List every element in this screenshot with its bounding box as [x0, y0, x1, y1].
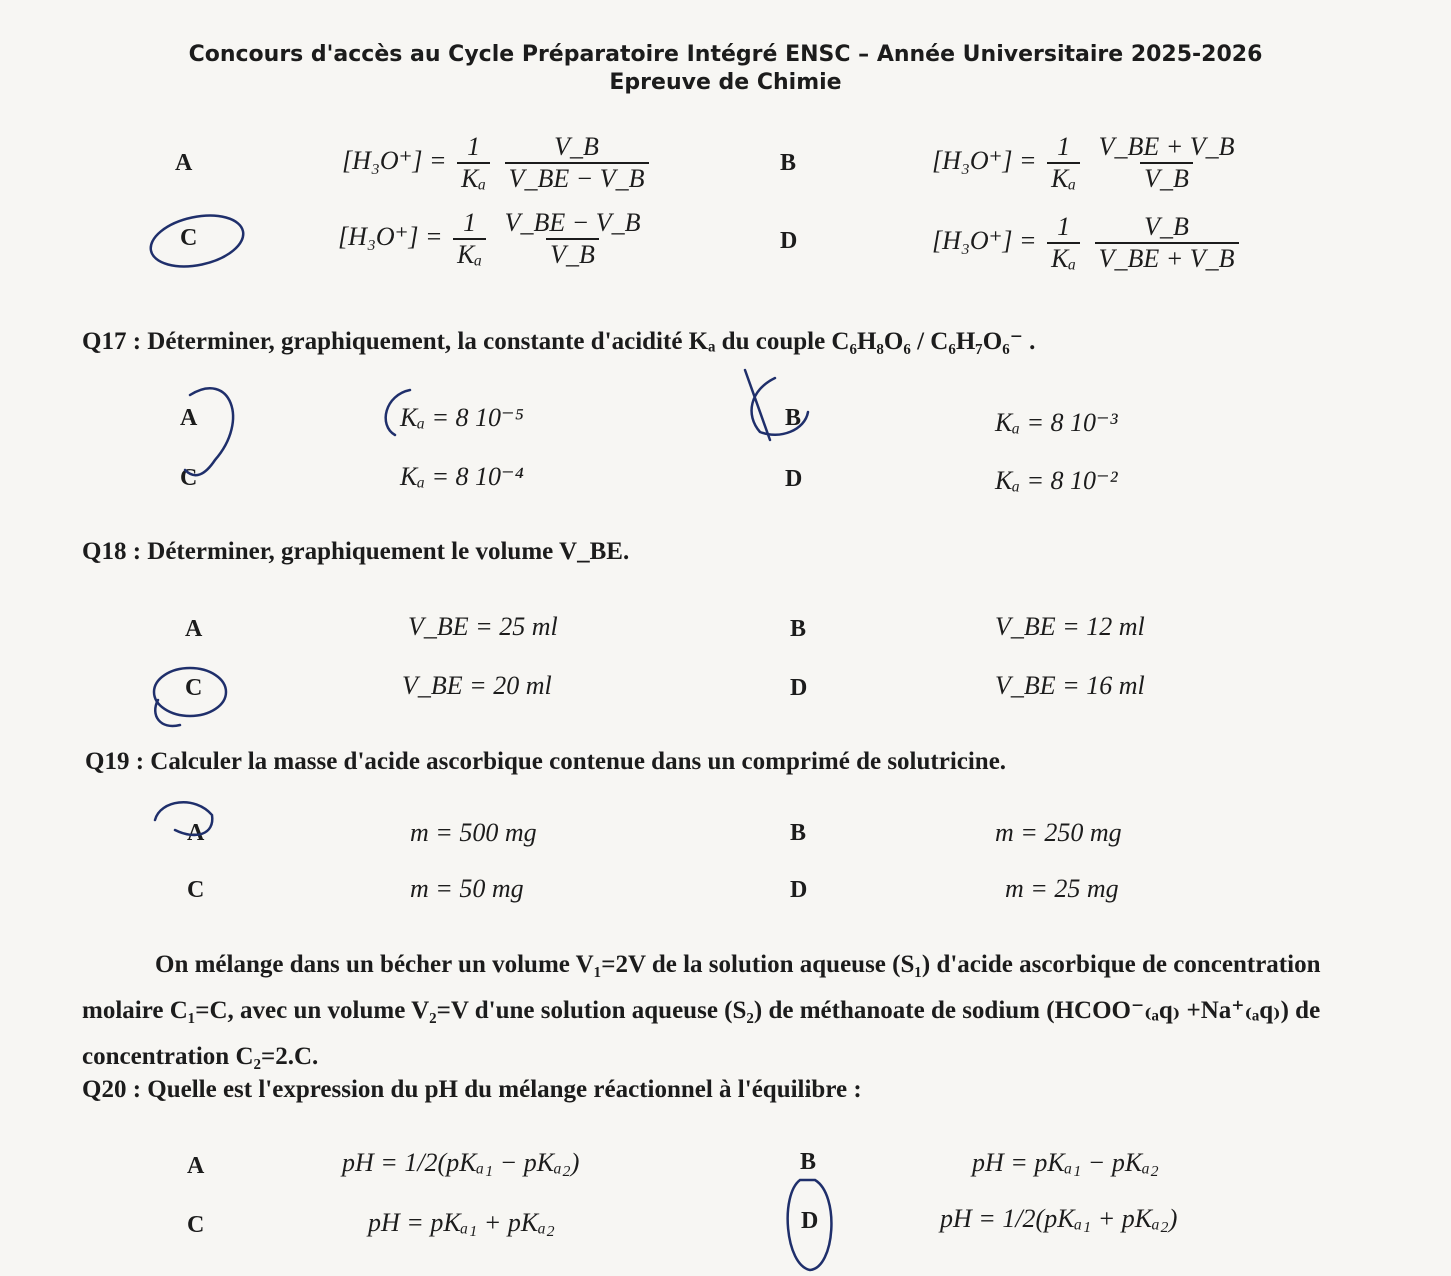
q17-question	[82, 326, 1035, 356]
q20-option-b-letter[interactable]: B	[800, 1149, 817, 1175]
q16-option-c-letter[interactable]: C	[180, 225, 198, 251]
q16-option-a-formula	[342, 132, 653, 194]
q17-option-b-expr: Kₐ = 8 10⁻³	[995, 408, 1118, 437]
q16-b-num: V_BE + V_B	[1098, 132, 1235, 161]
q16-c-lhs: [H₃O⁺] =	[338, 221, 443, 251]
q16-c-coef-num: 1	[463, 208, 477, 237]
q16-d-den: V_BE + V_B	[1095, 242, 1239, 274]
q16-option-d-letter[interactable]: D	[780, 228, 798, 254]
q16-option-c-formula	[338, 208, 649, 270]
q18-option-c-letter[interactable]: C	[185, 675, 203, 701]
q19-label: Q19 :	[85, 748, 145, 775]
q18-text: Déterminer, graphiquement le volume V_BE.	[147, 538, 630, 565]
q19-option-c-expr: m = 50 mg	[410, 874, 524, 903]
q17-label: Q17 :	[82, 328, 142, 355]
q20-option-c-letter[interactable]: C	[187, 1212, 205, 1238]
q19-option-d-letter[interactable]: D	[790, 877, 808, 903]
q20-option-c-expr: pH = pKₐ₁ + pKₐ₂	[368, 1208, 555, 1237]
q20-option-d-letter[interactable]: D	[801, 1208, 819, 1234]
q16-b-coef-num: 1	[1057, 132, 1071, 161]
q16-d-lhs: [H₃O⁺] =	[932, 225, 1037, 255]
q20-label: Q20 :	[82, 1076, 142, 1103]
q19-option-b-letter[interactable]: B	[790, 820, 807, 846]
q19-option-b-expr: m = 250 mg	[995, 818, 1122, 847]
q19-option-d-expr: m = 25 mg	[1005, 874, 1119, 903]
q16-a-coef-num: 1	[467, 132, 481, 161]
q20-option-a-expr: pH = 1/2(pKₐ₁ − pKₐ₂)	[342, 1148, 580, 1177]
q16-option-a-letter[interactable]: A	[175, 150, 193, 176]
q16-c-den: V_B	[546, 238, 599, 270]
q16-d-coef-den: Kₐ	[1047, 242, 1080, 274]
q17-option-b-letter[interactable]: B	[785, 405, 802, 431]
exam-header-line2: Epreuve de Chimie	[609, 70, 842, 95]
q16-a-num: V_B	[554, 132, 599, 161]
q18-option-b-letter[interactable]: B	[790, 616, 807, 642]
q16-option-b-letter[interactable]: B	[780, 150, 797, 176]
q19-question	[85, 748, 1006, 776]
q18-question	[82, 538, 629, 566]
context-paragraph-line2: molaire C₁=C, avec un volume V₂=V d'une solution aqueuse (S₂) de méthanoate de sodium (HCOO⁻₍ₐq₎ +Na⁺₍ₐq₎) de	[82, 997, 1321, 1024]
q16-option-d-formula	[932, 212, 1243, 274]
q16-c-num: V_BE − V_B	[504, 208, 641, 237]
q16-d-coef-num: 1	[1057, 212, 1071, 241]
q17-option-c-letter[interactable]: C	[180, 465, 198, 491]
context-paragraph-line1: On mélange dans un bécher un volume V₁=2V de la solution aqueuse (S₁) d'acide ascorbique de concentration	[155, 951, 1321, 978]
q20-option-b-expr: pH = pKₐ₁ − pKₐ₂	[972, 1148, 1159, 1177]
q19-option-a-letter[interactable]: A	[187, 820, 205, 846]
q18-option-d-expr: V_BE = 16 ml	[995, 671, 1145, 700]
q16-b-lhs: [H₃O⁺] =	[932, 145, 1037, 175]
context-paragraph-line3: concentration C₂=2.C.	[82, 1043, 319, 1070]
q18-option-d-letter[interactable]: D	[790, 675, 808, 701]
q16-b-coef-den: Kₐ	[1047, 162, 1080, 194]
q16-a-lhs: [H₃O⁺] =	[342, 145, 447, 175]
exam-header-line1: Concours d'accès au Cycle Préparatoire Intégré ENSC – Année Universitaire 2025-2026	[188, 42, 1263, 67]
q17-option-d-letter[interactable]: D	[785, 466, 803, 492]
q20-text: Quelle est l'expression du pH du mélange réactionnel à l'équilibre :	[147, 1076, 862, 1103]
q19-option-a-expr: m = 500 mg	[410, 818, 537, 847]
q18-option-c-expr: V_BE = 20 ml	[402, 671, 552, 700]
q16-c-coef-den: Kₐ	[453, 238, 486, 270]
q18-option-a-expr: V_BE = 25 ml	[408, 612, 558, 641]
q19-text: Calculer la masse d'acide ascorbique contenue dans un comprimé de solutricine.	[150, 748, 1007, 775]
q20-option-d-expr: pH = 1/2(pKₐ₁ + pKₐ₂)	[940, 1204, 1178, 1233]
q18-label: Q18 :	[82, 538, 142, 565]
q16-b-den: V_B	[1140, 162, 1193, 194]
q16-a-den: V_BE − V_B	[505, 162, 649, 194]
q19-option-c-letter[interactable]: C	[187, 877, 205, 903]
q16-option-b-formula	[932, 132, 1243, 194]
q20-question	[82, 1076, 862, 1104]
q17-option-c-expr: Kₐ = 8 10⁻⁴	[400, 462, 524, 491]
q18-option-a-letter[interactable]: A	[185, 616, 203, 642]
q17-option-d-expr: Kₐ = 8 10⁻²	[995, 466, 1118, 495]
q20-option-a-letter[interactable]: A	[187, 1153, 205, 1179]
q18-option-b-expr: V_BE = 12 ml	[995, 612, 1145, 641]
q17-b-slash-mark	[745, 370, 770, 440]
q17-option-a-letter[interactable]: A	[180, 405, 198, 431]
q16-d-num: V_B	[1144, 212, 1189, 241]
q17-option-a-expr: Kₐ = 8 10⁻⁵	[400, 403, 524, 432]
q16-a-coef-den: Kₐ	[457, 162, 490, 194]
q17-text: Déterminer, graphiquement, la constante d'acidité Kₐ du couple C₆H₈O₆ / C₆H₇O₆⁻ .	[147, 328, 1036, 355]
